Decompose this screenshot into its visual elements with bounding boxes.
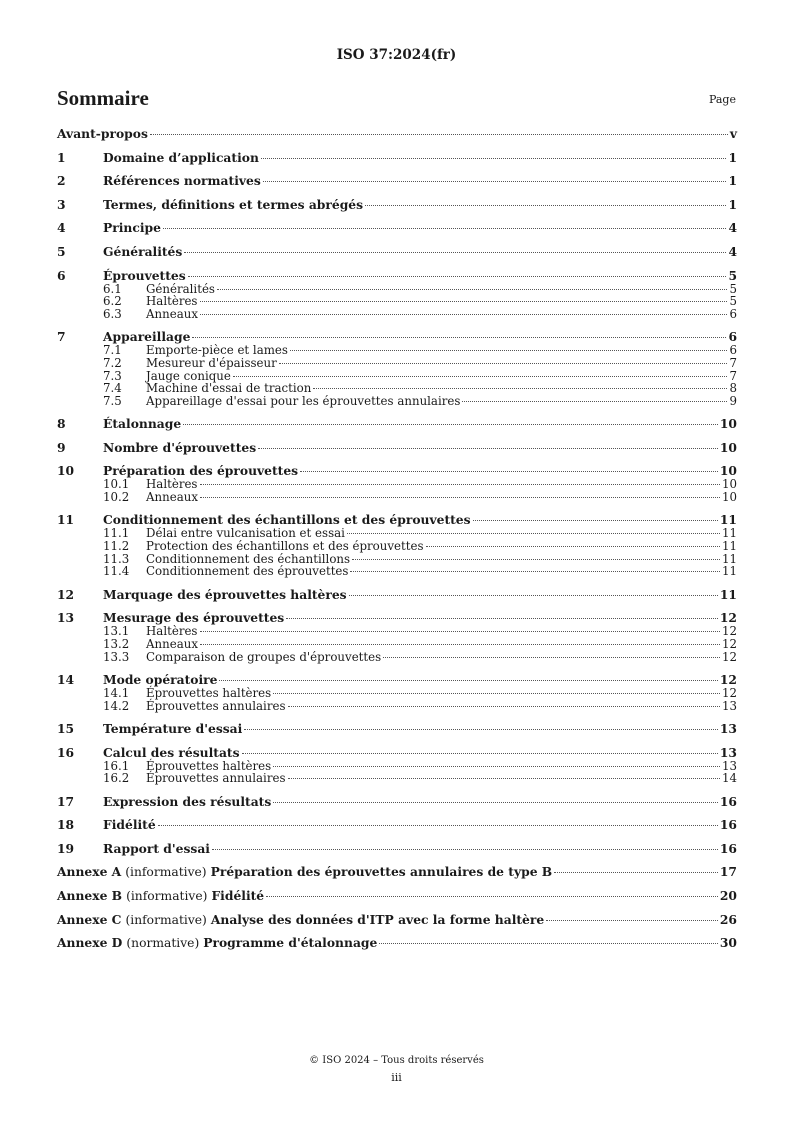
toc-entry-page: 10 (719, 416, 737, 432)
toc-entry-title: Avant-propos (57, 126, 148, 141)
toc-entry-title: Préparation des éprouvettes annulaires de type B (210, 864, 553, 880)
toc-entry-page: 4 (728, 243, 737, 259)
toc-entry-section-2[interactable] (57, 174, 737, 188)
toc-entry-page: 7 (729, 368, 737, 383)
toc-entry-title: Éprouvettes haltères (146, 758, 272, 773)
toc-entry-page: 12 (721, 686, 737, 700)
dot-leader (426, 546, 720, 547)
dot-leader (288, 706, 720, 707)
toc-entry-title: Éprouvettes (103, 267, 186, 283)
toc-entry-subsection-14-2[interactable] (57, 700, 737, 713)
toc-entry-title: Éprouvettes haltères (146, 686, 272, 700)
table-of-contents (57, 127, 737, 950)
toc-entry-number: 16 (57, 744, 75, 760)
toc-entry-title: Température d'essai (103, 720, 243, 736)
toc-entry-title: Anneaux (146, 637, 198, 652)
page-number: iii (391, 1071, 402, 1084)
toc-entry-page: 8 (729, 381, 737, 396)
toc-entry-section-18[interactable] (57, 818, 737, 832)
annex-type: (informative) (125, 912, 207, 927)
toc-entry-title: Programme d'étalonnage (203, 935, 378, 951)
toc-entry-number: 19 (57, 840, 75, 856)
dot-leader (233, 376, 728, 377)
dot-leader (188, 276, 727, 277)
toc-entry-title: Termes, définitions et termes abrégés (103, 196, 364, 212)
toc-entry-subsection-16-2[interactable] (57, 772, 737, 785)
toc-entry-page: 10 (719, 463, 737, 479)
dot-leader (200, 497, 720, 498)
toc-entry-page: 16 (719, 793, 737, 809)
toc-entry-subsection-7-2[interactable] (57, 357, 737, 370)
toc-entry-section-1[interactable] (57, 151, 737, 165)
toc-entry-number: 14.1 (103, 686, 130, 700)
toc-entry-number: 7.2 (103, 355, 122, 370)
toc-entry-title: Haltères (146, 294, 198, 309)
toc-entry-page: 30 (719, 935, 737, 951)
toc-entry-title: Comparaison de groupes d'éprouvettes (146, 649, 382, 664)
dot-leader (158, 825, 718, 826)
toc-entry-page: 5 (728, 267, 737, 283)
toc-entry-page: 17 (719, 864, 737, 880)
toc-entry-section-7[interactable] (57, 330, 737, 344)
dot-leader (462, 401, 727, 402)
toc-entry-number: 15 (57, 720, 75, 736)
toc-entry-number: 7.3 (103, 368, 122, 383)
toc-entry-title: Appareillage (103, 329, 191, 345)
toc-entry-foreword[interactable] (57, 127, 737, 141)
toc-entry-page: 11 (719, 512, 737, 528)
toc-entry-number: 17 (57, 793, 75, 809)
annex-type: (normative) (126, 936, 200, 951)
toc-entry-title: Haltères (146, 624, 198, 639)
dot-leader (200, 644, 720, 645)
toc-entry-number: 7 (57, 329, 66, 345)
dot-leader (352, 559, 720, 560)
toc-entry-section-17[interactable] (57, 795, 737, 809)
toc-entry-number: 14.2 (103, 698, 130, 713)
dot-leader (150, 134, 728, 135)
toc-entry-number: 10.1 (103, 477, 130, 492)
toc-entry-number: 14 (57, 672, 75, 687)
toc-entry-page: 12 (721, 637, 737, 652)
toc-entry-title: Anneaux (146, 490, 198, 505)
toc-entry-number: 6.1 (103, 281, 122, 296)
toc-entry-page: 7 (729, 355, 737, 370)
document-header: ISO 37:2024(fr) (336, 47, 457, 63)
toc-entry-number: 4 (57, 220, 66, 236)
dot-leader (263, 181, 727, 182)
toc-entry-number: 9 (57, 439, 66, 455)
toc-entry-page: 10 (719, 439, 737, 455)
dot-leader (200, 301, 728, 302)
dot-leader (266, 896, 718, 897)
toc-entry-number: 7.4 (103, 381, 122, 396)
toc-entry-section-3[interactable] (57, 198, 737, 212)
toc-entry-title: Références normatives (103, 173, 261, 189)
toc-entry-title: Protection des échantillons et des éprouvettes (146, 539, 424, 554)
toc-entry-page: 12 (721, 649, 737, 664)
toc-entry-page: 10 (721, 477, 737, 492)
toc-entry-page: 13 (719, 720, 737, 736)
toc-entry-page: 13 (719, 744, 737, 760)
toc-entry-subsection-11-2[interactable] (57, 540, 737, 553)
toc-entry-number: 16.1 (103, 758, 130, 773)
toc-entry-title: Machine d'essai de traction (146, 381, 312, 396)
toc-entry-title: Nombre d'éprouvettes (103, 439, 257, 455)
toc-entry-section-12[interactable] (57, 588, 737, 602)
dot-leader (258, 448, 718, 449)
toc-entry-annex-b[interactable] (57, 889, 737, 903)
toc-entry-title: Fidélité (211, 887, 265, 903)
toc-entry-page: 1 (728, 196, 737, 212)
toc-entry-subsection-11-4[interactable] (57, 565, 737, 578)
dot-leader (183, 424, 718, 425)
dot-leader (242, 753, 718, 754)
toc-entry-page: 20 (719, 887, 737, 903)
annex-type: (informative) (126, 888, 208, 903)
toc-entry-section-4[interactable] (57, 221, 737, 235)
toc-entry-title: Généralités (103, 243, 183, 259)
toc-entry-section-5[interactable] (57, 245, 737, 259)
dot-leader (379, 943, 718, 944)
toc-entry-number: 6.3 (103, 306, 122, 321)
toc-entry-page: 9 (729, 393, 737, 408)
dot-leader (383, 657, 720, 658)
toc-entry-section-10[interactable] (57, 464, 737, 478)
dot-leader (212, 849, 718, 850)
toc-entry-title: Appareillage d'essai pour les éprouvettes annulaires (146, 393, 461, 408)
toc-entry-title: Anneaux (146, 306, 198, 321)
toc-entry-annex-c[interactable] (57, 913, 737, 927)
toc-entry-page: 16 (719, 840, 737, 856)
toc-annexes (57, 865, 737, 950)
dot-leader (290, 350, 728, 351)
toc-entry-page: 13 (721, 758, 737, 773)
toc-entry-number: 11.4 (103, 564, 130, 579)
toc-entry-page: 12 (721, 624, 737, 639)
dot-leader (473, 520, 718, 521)
toc-entry-page: 6 (728, 329, 737, 345)
toc-entry-page: 11 (721, 551, 737, 566)
toc-entry-section-16[interactable] (57, 746, 737, 760)
toc-entry-section-6[interactable] (57, 269, 737, 283)
toc-entry-number: 7.1 (103, 343, 122, 358)
toc-entry-title: Calcul des résultats (103, 744, 240, 760)
toc-entry-number: 5 (57, 243, 66, 259)
dot-leader (349, 595, 718, 596)
dot-leader (273, 693, 720, 694)
toc-entry-title: Préparation des éprouvettes (103, 463, 299, 479)
toc-entry-number: 11 (57, 512, 75, 528)
toc-entry-section-14[interactable] (57, 673, 737, 687)
toc-entry-number: 13 (57, 610, 75, 626)
toc-entry-title: Analyse des données d'ITP avec la forme haltère (210, 911, 545, 927)
toc-entry-subsection-6-3[interactable] (57, 308, 737, 321)
toc-entry-page: 13 (721, 698, 737, 713)
dot-leader (219, 680, 717, 681)
toc-entry-title: Éprouvettes annulaires (146, 771, 286, 786)
toc-entry-subsection-14-1[interactable] (57, 687, 737, 700)
toc-entry-title: Rapport d'essai (103, 840, 210, 856)
toc-entry-page: 4 (728, 220, 737, 236)
toc-entry-section-11[interactable] (57, 513, 737, 527)
toc-entry-title: Conditionnement des éprouvettes (146, 564, 349, 579)
toc-entry-number: 1 (57, 149, 66, 165)
dot-leader (192, 337, 726, 338)
toc-entry-title: Marquage des éprouvettes haltères (103, 586, 347, 602)
toc-entry-number: 12 (57, 586, 75, 602)
dot-leader (546, 920, 718, 921)
toc-entry-number: 13.3 (103, 649, 130, 664)
toc-entry-number: 8 (57, 416, 66, 432)
dot-leader (300, 471, 718, 472)
toc-entry-number: 16.2 (103, 771, 130, 786)
annex-id: Annexe B (57, 887, 123, 903)
annex-id: Annexe A (57, 864, 122, 880)
toc-entry-section-13[interactable] (57, 611, 737, 625)
toc-entry-section-19[interactable] (57, 842, 737, 856)
toc-entry-title: Principe (103, 220, 161, 236)
toc-entry-section-15[interactable] (57, 722, 737, 736)
toc-entry-title: Expression des résultats (103, 793, 272, 809)
dot-leader (200, 631, 720, 632)
toc-entry-annex-a[interactable] (57, 865, 737, 879)
toc-entry-page: 12 (719, 610, 737, 626)
toc-entry-title: Mesureur d'épaisseur (146, 355, 277, 370)
toc-entry-page: 1 (728, 173, 737, 189)
toc-entry-title: Généralités (146, 281, 215, 296)
toc-entry-section-9[interactable] (57, 441, 737, 455)
toc-entry-title: Jauge conique (146, 368, 231, 383)
dot-leader (163, 228, 727, 229)
toc-entry-title: Haltères (146, 477, 198, 492)
toc-entry-number: 2 (57, 173, 66, 189)
toc-entry-page: 5 (729, 294, 737, 309)
toc-entry-title: Éprouvettes annulaires (146, 698, 286, 713)
toc-entry-page: 16 (719, 817, 737, 833)
dot-leader (200, 484, 720, 485)
dot-leader (313, 388, 727, 389)
toc-entry-number: 13.1 (103, 624, 130, 639)
dot-leader (217, 289, 728, 290)
toc-entry-title: Étalonnage (103, 416, 182, 432)
dot-leader (365, 205, 726, 206)
annex-type: (informative) (125, 865, 207, 880)
toc-entry-page: 10 (721, 490, 737, 505)
toc-entry-number: 10 (57, 463, 75, 479)
page-column-label: Page (708, 93, 736, 106)
toc-entry-subsection-13-3[interactable] (57, 651, 737, 664)
toc-entry-number: 13.2 (103, 637, 130, 652)
page-title: Sommaire (57, 86, 149, 110)
toc-entry-title: Fidélité (103, 817, 156, 833)
toc-entry-subsection-10-2[interactable] (57, 491, 737, 504)
dot-leader (273, 766, 720, 767)
toc-entry-page: 6 (729, 343, 737, 358)
toc-entry-title: Conditionnement des échantillons (146, 551, 351, 566)
toc-entry-number: 11.3 (103, 551, 130, 566)
dot-leader (279, 363, 728, 364)
toc-entry-title: Mesurage des éprouvettes (103, 610, 285, 626)
dot-leader (200, 314, 728, 315)
annex-id: Annexe C (57, 911, 122, 927)
toc-entry-title: Domaine d’application (103, 149, 259, 165)
dot-leader (554, 872, 718, 873)
toc-entry-subsection-7-1[interactable] (57, 344, 737, 357)
dot-leader (184, 252, 726, 253)
toc-entry-number: 3 (57, 196, 66, 212)
toc-entry-title: Délai entre vulcanisation et essai (146, 526, 345, 541)
toc-entry-page: v (729, 126, 737, 141)
toc-entry-number: 6 (57, 267, 66, 283)
toc-entry-section-8[interactable] (57, 417, 737, 431)
dot-leader (347, 533, 720, 534)
dot-leader (286, 618, 718, 619)
toc-entry-number: 7.5 (103, 393, 122, 408)
toc-entry-page: 11 (721, 526, 737, 541)
toc-entry-number: 11.2 (103, 539, 130, 554)
toc-entry-page: 26 (719, 911, 737, 927)
toc-entry-page: 1 (728, 149, 737, 165)
dot-leader (273, 802, 718, 803)
copyright-notice: © ISO 2024 – Tous droits réservés (309, 1055, 484, 1066)
toc-entry-page: 5 (729, 281, 737, 296)
toc-entry-page: 11 (719, 586, 737, 602)
toc-entry-number: 10.2 (103, 490, 130, 505)
toc-entry-page: 6 (729, 306, 737, 321)
toc-entry-title: Conditionnement des échantillons et des éprouvettes (103, 512, 471, 528)
toc-sections (57, 151, 737, 856)
toc-entry-subsection-7-5[interactable] (57, 395, 737, 408)
toc-entry-subsection-13-2[interactable] (57, 638, 737, 651)
toc-entry-page: 12 (719, 672, 737, 687)
toc-entry-title: Emporte-pièce et lames (146, 343, 288, 358)
toc-entry-page: 11 (721, 564, 737, 579)
annex-id: Annexe D (57, 935, 123, 951)
dot-leader (261, 158, 727, 159)
dot-leader (350, 571, 720, 572)
dot-leader (244, 729, 718, 730)
toc-entry-number: 11.1 (103, 526, 130, 541)
toc-entry-annex-d[interactable] (57, 936, 737, 950)
toc-entry-page: 14 (721, 771, 737, 786)
toc-entry-number: 6.2 (103, 294, 122, 309)
toc-entry-page: 11 (721, 539, 737, 554)
toc-entry-number: 18 (57, 817, 75, 833)
toc-entry-title: Mode opératoire (103, 672, 218, 687)
dot-leader (288, 778, 720, 779)
